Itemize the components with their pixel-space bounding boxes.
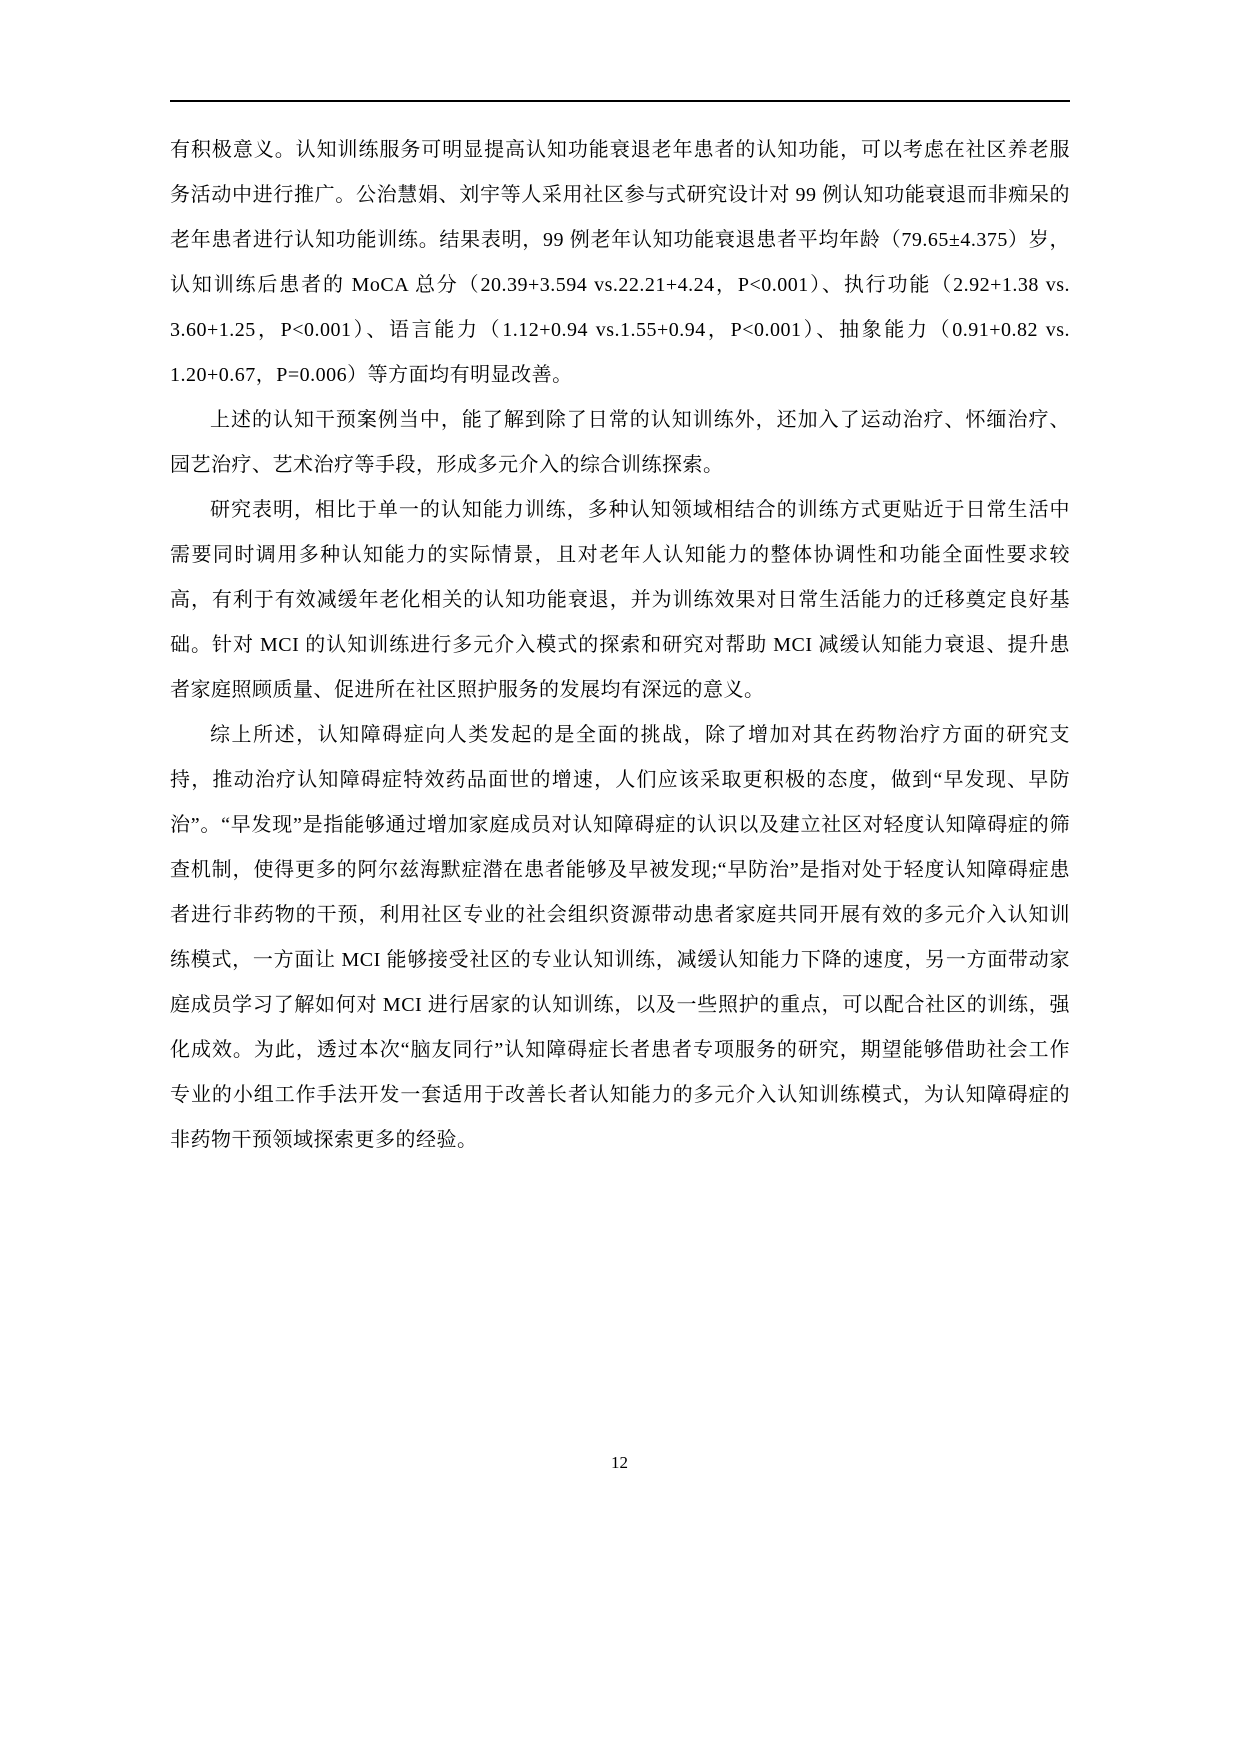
document-body <box>170 128 1070 1163</box>
page-number: 12 <box>611 1453 628 1472</box>
paragraph: 研究表明，相比于单一的认知能力训练，多种认知领域相结合的训练方式更贴近于日常生活中需要同时调用多种认知能力的实际情景，且对老年人认知能力的整体协调性和功能全面性要求较高，有利于有效减缓年老化相关的认知功能衰退，并为训练效果对日常生活能力的迁移奠定良好基础。针对 MCI 的认知训练进行多元介入模式的探索和研究对帮助 MCI 减缓认知能力衰退、提升患者家庭照顾质量、促进所在社区照护服务的发展均有深远的意义。 <box>170 499 1070 701</box>
paragraph-continuation: 有积极意义。认知训练服务可明显提高认知功能衰退老年患者的认知功能，可以考虑在社区养老服务活动中进行推广。公治慧娟、刘宇等人采用社区参与式研究设计对 99 例认知功能衰退而非痴呆的老年患者进行认知功能训练。结果表明，99 例老年认知功能衰退患者平均年龄（79.65±4.375）岁，认知训练后患者的 MoCA 总分（20.39+3.594 vs.22.21+4.24，P<0.001）、执行功能（2.92+1.38 vs. 3.60+1.25，P<0.001）、语言能力（1.12+0.94 vs.1.55+0.94，P<0.001）、抽象能力（0.91+0.82 vs. 1.20+0.67，P=0.006）等方面均有明显改善。 <box>170 139 1070 386</box>
paragraph: 上述的认知干预案例当中，能了解到除了日常的认知训练外，还加入了运动治疗、怀缅治疗、园艺治疗、艺术治疗等手段，形成多元介入的综合训练探索。 <box>170 409 1070 476</box>
paragraph: 综上所述，认知障碍症向人类发起的是全面的挑战，除了增加对其在药物治疗方面的研究支持，推动治疗认知障碍症特效药品面世的增速，人们应该采取更积极的态度，做到“早发现、早防治”。“早发现”是指能够通过增加家庭成员对认知障碍症的认识以及建立社区对轻度认知障碍症的筛查机制，使得更多的阿尔兹海默症潜在患者能够及早被发现;“早防治”是指对处于轻度认知障碍症患者进行非药物的干预，利用社区专业的社会组织资源带动患者家庭共同开展有效的多元介入认知训练模式，一方面让 MCI 能够接受社区的专业认知训练，减缓认知能力下降的速度，另一方面带动家庭成员学习了解如何对 MCI 进行居家的认知训练，以及一些照护的重点，可以配合社区的训练，强化成效。为此，透过本次“脑友同行”认知障碍症长者患者专项服务的研究，期望能够借助社会工作专业的小组工作手法开发一套适用于改善长者认知能力的多元介入认知训练模式，为认知障碍症的非药物干预领域探索更多的经验。 <box>170 724 1070 1151</box>
header-divider <box>170 100 1070 102</box>
